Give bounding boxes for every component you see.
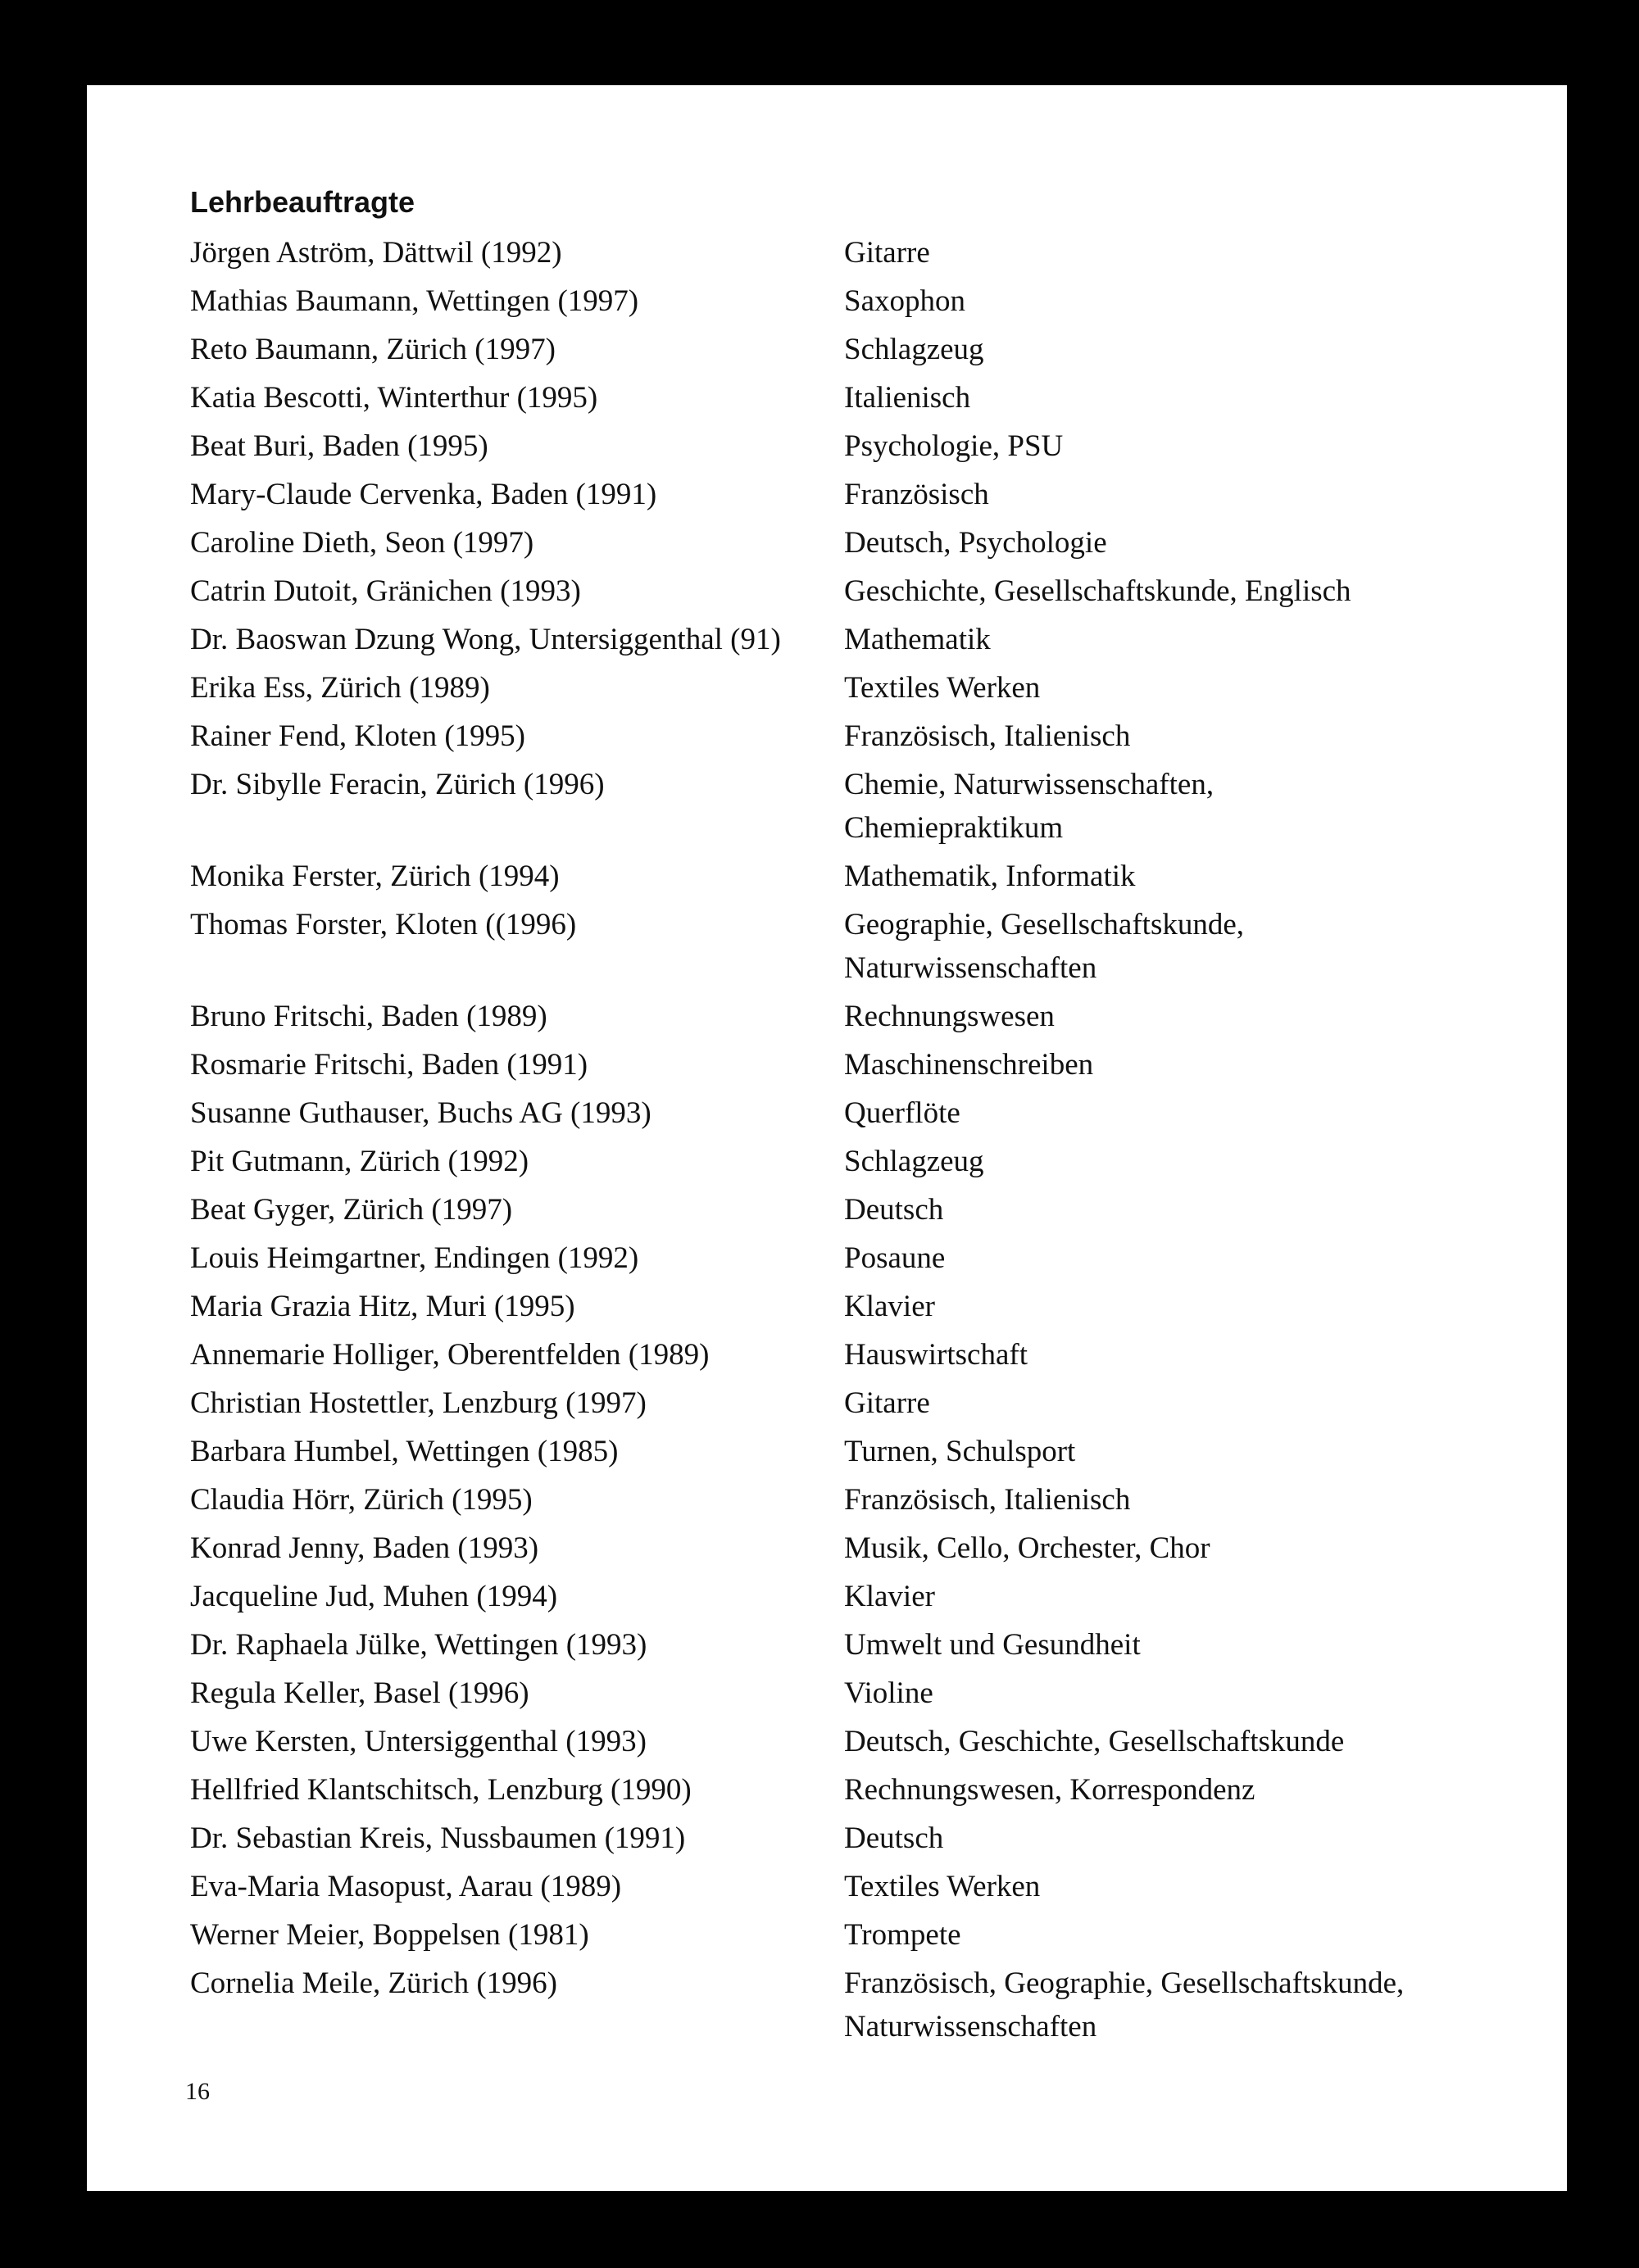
faculty-list <box>190 231 1436 2053</box>
faculty-entry <box>190 1478 1436 1522</box>
faculty-entry <box>190 328 1436 371</box>
entry-name: Regula Keller, Basel (1996) <box>190 1676 529 1710</box>
entry-subject: Musik, Cello, Orchester, Chor <box>844 1531 1210 1565</box>
entry-subject: Deutsch, Geschichte, Gesellschaftskunde <box>844 1725 1345 1758</box>
faculty-entry <box>190 763 1436 850</box>
entry-subject: Französisch, Geographie, Gesellschaftskunde, Naturwissenschaften <box>844 1966 1405 2043</box>
entry-name: Barbara Humbel, Wettingen (1985) <box>190 1435 619 1468</box>
entry-subject: Klavier <box>844 1290 935 1323</box>
entry-name: Hellfried Klantschitsch, Lenzburg (1990) <box>190 1773 692 1807</box>
faculty-entry <box>190 903 1436 990</box>
entry-subject: Querflöte <box>844 1096 960 1130</box>
entry-subject: Posaune <box>844 1241 946 1275</box>
faculty-entry <box>190 1091 1436 1135</box>
entry-name: Thomas Forster, Kloten ((1996) <box>190 908 577 941</box>
entry-name: Jörgen Aström, Dättwil (1992) <box>190 236 562 270</box>
faculty-entry <box>190 1188 1436 1232</box>
entry-name: Konrad Jenny, Baden (1993) <box>190 1531 539 1565</box>
entry-subject: Deutsch, Psychologie <box>844 526 1107 560</box>
entry-subject: Saxophon <box>844 284 965 318</box>
faculty-entry <box>190 1140 1436 1183</box>
entry-name: Mathias Baumann, Wettingen (1997) <box>190 284 639 318</box>
entry-subject: Chemie, Naturwissenschaften, Chemiepraktikum <box>844 768 1214 845</box>
faculty-entry <box>190 231 1436 274</box>
entry-name: Rainer Fend, Kloten (1995) <box>190 719 525 753</box>
entry-name: Mary-Claude Cervenka, Baden (1991) <box>190 478 657 511</box>
entry-subject: Gitarre <box>844 236 930 270</box>
entry-name: Claudia Hörr, Zürich (1995) <box>190 1483 533 1517</box>
entry-subject: Gitarre <box>844 1386 930 1420</box>
entry-name: Susanne Guthauser, Buchs AG (1993) <box>190 1096 652 1130</box>
entry-subject: Rechnungswesen <box>844 1000 1055 1033</box>
entry-name: Beat Gyger, Zürich (1997) <box>190 1193 513 1227</box>
page-number: 16 <box>185 2078 210 2105</box>
entry-name: Catrin Dutoit, Gränichen (1993) <box>190 574 581 608</box>
entry-subject: Schlagzeug <box>844 1145 984 1178</box>
entry-name: Caroline Dieth, Seon (1997) <box>190 526 534 560</box>
faculty-entry <box>190 1575 1436 1618</box>
entry-name: Dr. Sebastian Kreis, Nussbaumen (1991) <box>190 1821 686 1855</box>
entry-name: Maria Grazia Hitz, Muri (1995) <box>190 1290 575 1323</box>
faculty-entry <box>190 1333 1436 1377</box>
faculty-entry <box>190 1672 1436 1715</box>
entry-subject: Italienisch <box>844 381 971 415</box>
faculty-entry <box>190 995 1436 1038</box>
faculty-entry <box>190 376 1436 420</box>
faculty-entry <box>190 1865 1436 1908</box>
entry-subject: Französisch, Italienisch <box>844 719 1131 753</box>
entry-subject: Textiles Werken <box>844 1870 1041 1903</box>
entry-name: Dr. Raphaela Jülke, Wettingen (1993) <box>190 1628 647 1662</box>
entry-name: Katia Bescotti, Winterthur (1995) <box>190 381 598 415</box>
entry-name: Monika Ferster, Zürich (1994) <box>190 860 560 893</box>
faculty-entry <box>190 1381 1436 1425</box>
entry-name: Dr. Baoswan Dzung Wong, Untersiggenthal (91) <box>190 623 781 656</box>
faculty-entry <box>190 1285 1436 1328</box>
faculty-entry <box>190 521 1436 565</box>
section-heading: Lehrbeauftragte <box>190 185 415 219</box>
faculty-entry <box>190 473 1436 516</box>
faculty-entry <box>190 1430 1436 1473</box>
faculty-entry <box>190 1768 1436 1812</box>
entry-name: Beat Buri, Baden (1995) <box>190 429 488 463</box>
entry-name: Erika Ess, Zürich (1989) <box>190 671 490 705</box>
entry-subject: Mathematik <box>844 623 991 656</box>
faculty-entry <box>190 279 1436 323</box>
faculty-entry <box>190 1236 1436 1280</box>
entry-name: Eva-Maria Masopust, Aarau (1989) <box>190 1870 622 1903</box>
entry-subject: Geographie, Gesellschaftskunde, Naturwissenschaften <box>844 908 1245 985</box>
entry-subject: Turnen, Schulsport <box>844 1435 1076 1468</box>
entry-name: Jacqueline Jud, Muhen (1994) <box>190 1580 558 1613</box>
entry-subject: Violine <box>844 1676 933 1710</box>
faculty-entry <box>190 666 1436 710</box>
entry-subject: Rechnungswesen, Korrespondenz <box>844 1773 1255 1807</box>
faculty-entry <box>190 618 1436 661</box>
faculty-entry <box>190 714 1436 758</box>
entry-subject: Deutsch <box>844 1821 944 1855</box>
entry-name: Rosmarie Fritschi, Baden (1991) <box>190 1048 588 1082</box>
entry-subject: Psychologie, PSU <box>844 429 1064 463</box>
entry-subject: Hauswirtschaft <box>844 1338 1028 1372</box>
entry-subject: Umwelt und Gesundheit <box>844 1628 1141 1662</box>
faculty-entry <box>190 424 1436 468</box>
entry-name: Bruno Fritschi, Baden (1989) <box>190 1000 547 1033</box>
faculty-entry <box>190 855 1436 898</box>
entry-subject: Klavier <box>844 1580 935 1613</box>
faculty-entry <box>190 1962 1436 2048</box>
faculty-entry <box>190 1913 1436 1957</box>
entry-name: Reto Baumann, Zürich (1997) <box>190 333 556 366</box>
faculty-entry <box>190 1720 1436 1763</box>
entry-name: Cornelia Meile, Zürich (1996) <box>190 1966 557 2000</box>
entry-subject: Geschichte, Gesellschaftskunde, Englisch <box>844 574 1351 608</box>
entry-name: Uwe Kersten, Untersiggenthal (1993) <box>190 1725 647 1758</box>
faculty-entry <box>190 569 1436 613</box>
entry-subject: Trompete <box>844 1918 961 1952</box>
faculty-entry <box>190 1623 1436 1667</box>
entry-name: Louis Heimgartner, Endingen (1992) <box>190 1241 639 1275</box>
entry-name: Pit Gutmann, Zürich (1992) <box>190 1145 529 1178</box>
entry-subject: Schlagzeug <box>844 333 984 366</box>
faculty-entry <box>190 1817 1436 1860</box>
entry-name: Annemarie Holliger, Oberentfelden (1989) <box>190 1338 710 1372</box>
entry-name: Werner Meier, Boppelsen (1981) <box>190 1918 589 1952</box>
faculty-entry <box>190 1526 1436 1570</box>
faculty-entry <box>190 1043 1436 1086</box>
entry-subject: Textiles Werken <box>844 671 1041 705</box>
entry-subject: Maschinenschreiben <box>844 1048 1094 1082</box>
entry-name: Dr. Sibylle Feracin, Zürich (1996) <box>190 768 605 801</box>
entry-subject: Deutsch <box>844 1193 944 1227</box>
entry-subject: Französisch, Italienisch <box>844 1483 1131 1517</box>
entry-subject: Mathematik, Informatik <box>844 860 1136 893</box>
entry-name: Christian Hostettler, Lenzburg (1997) <box>190 1386 647 1420</box>
entry-subject: Französisch <box>844 478 989 511</box>
